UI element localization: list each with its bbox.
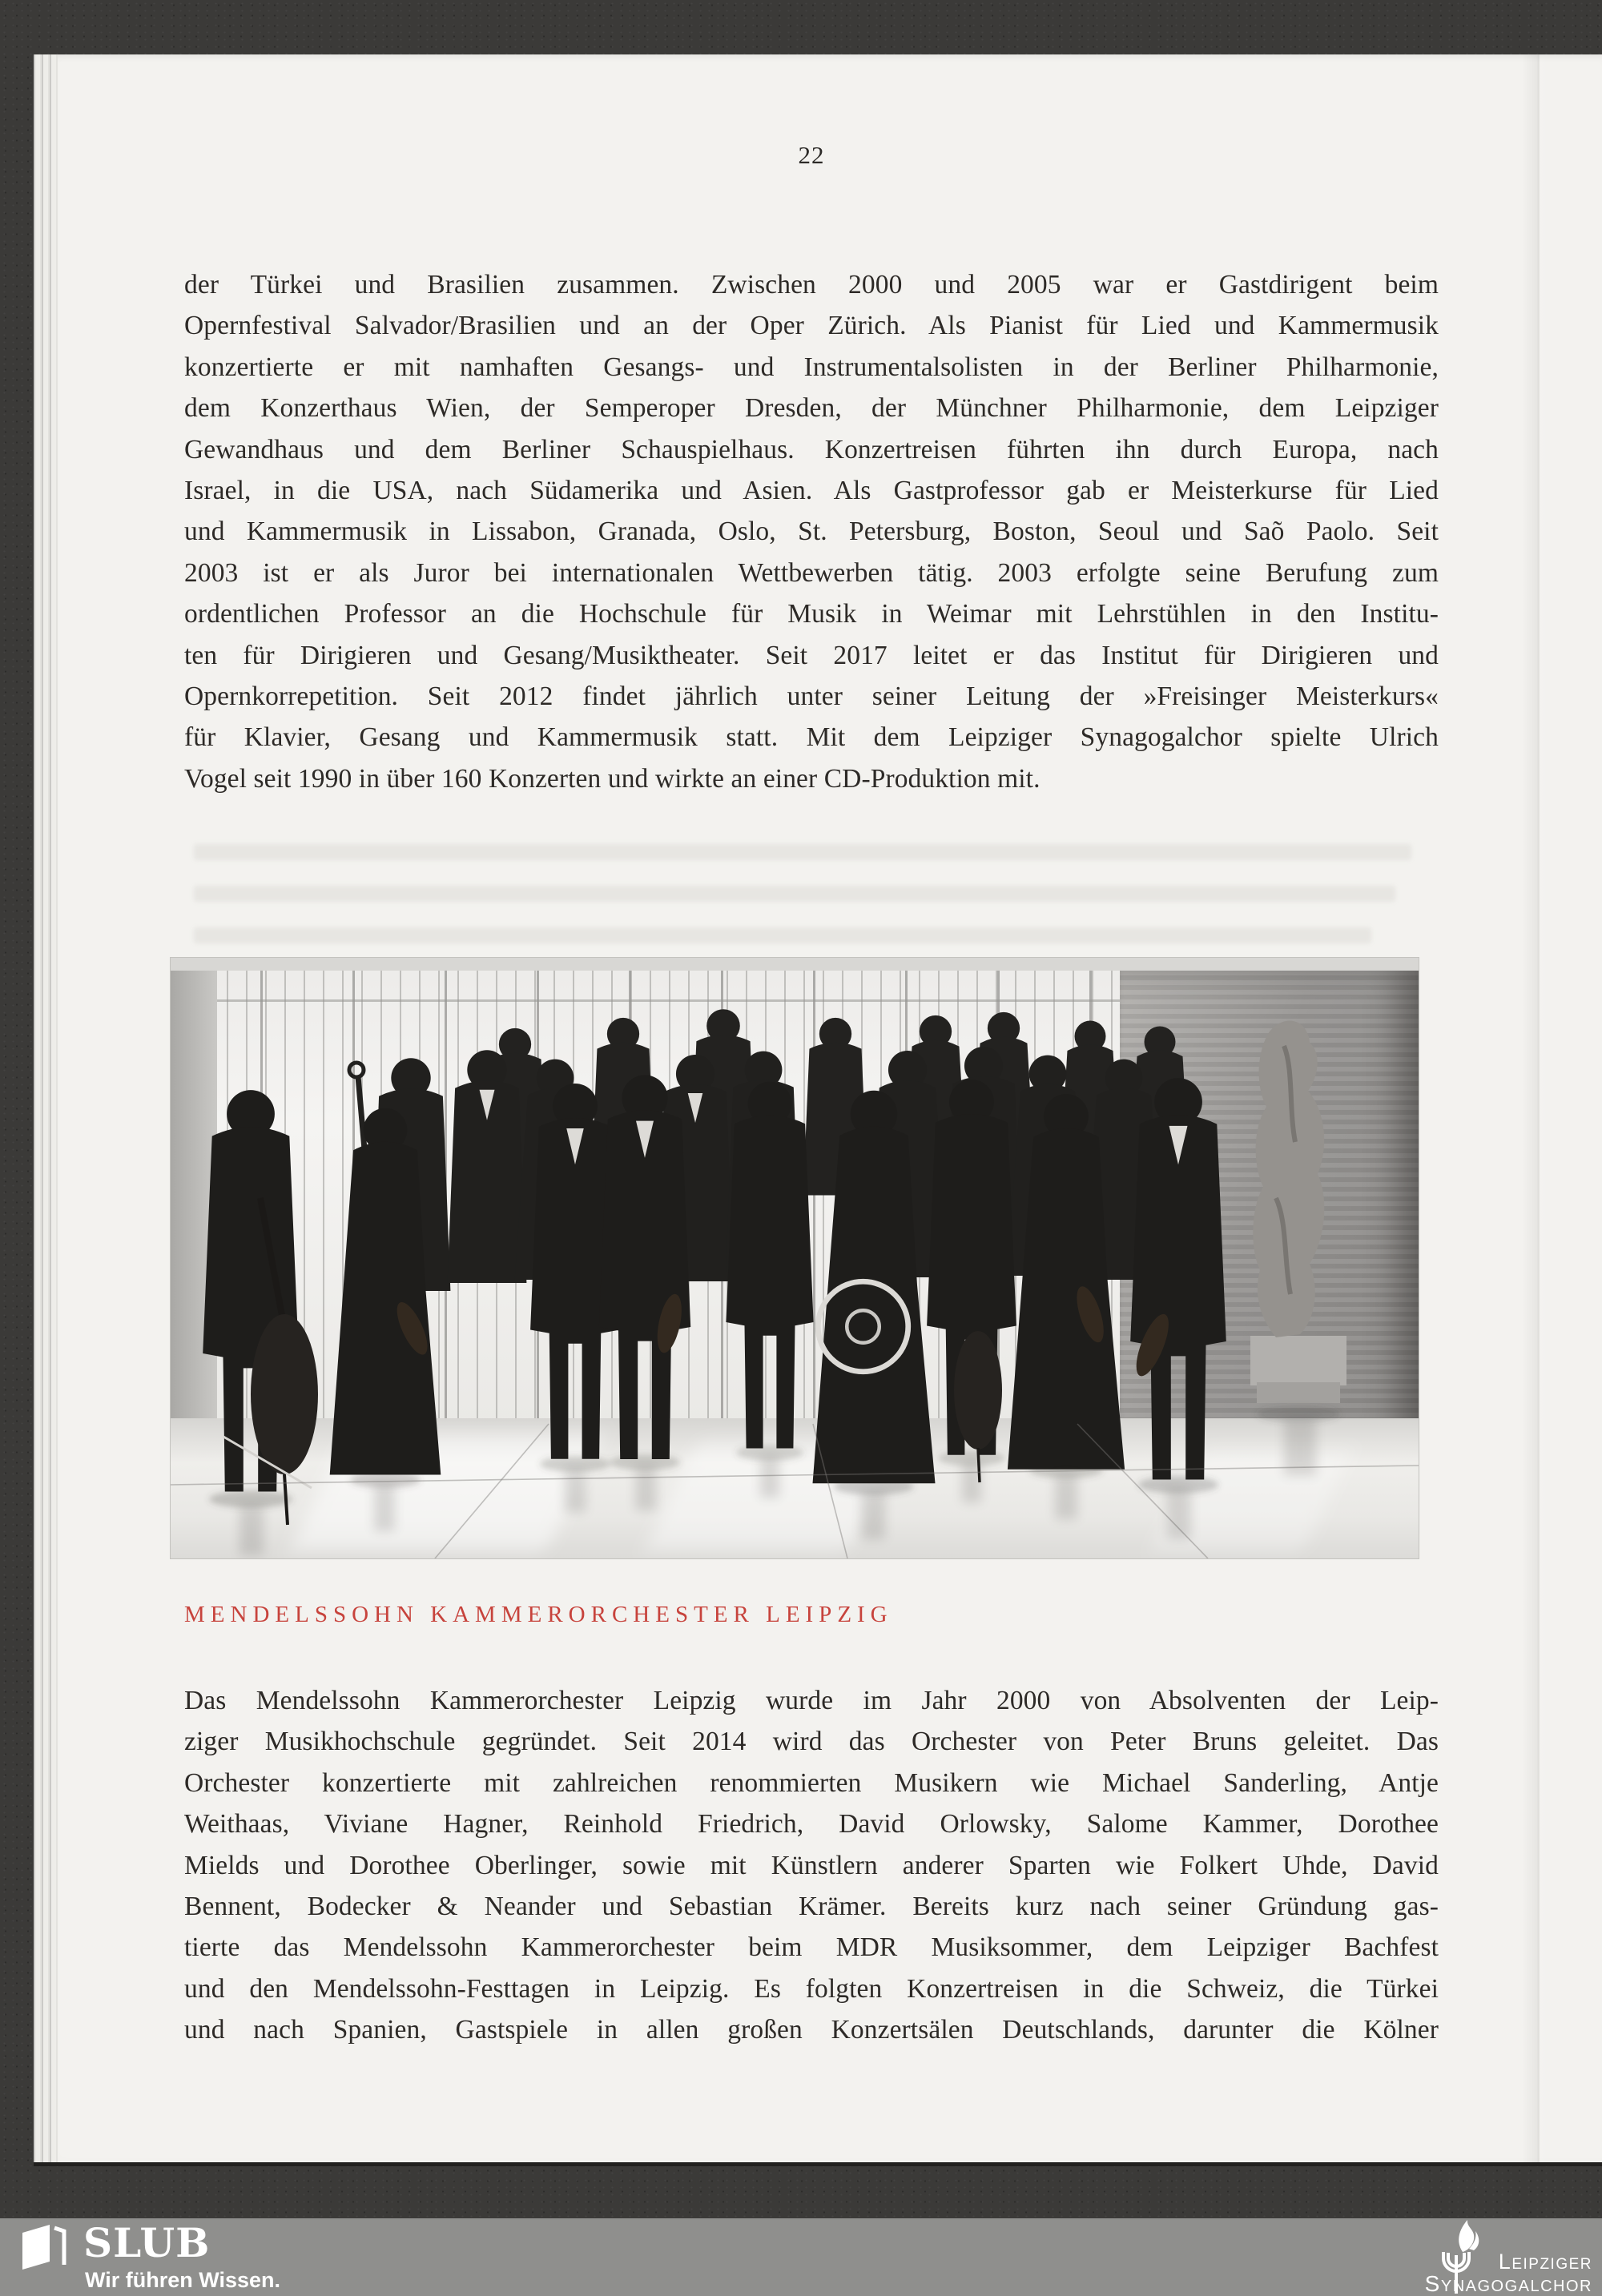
- text-line: dem Konzerthaus Wien, der Semperoper Dresden, der Münchner Philharmonie, dem Leipziger: [184, 393, 1439, 424]
- slub-tagline: Wir führen Wissen.: [85, 2268, 281, 2292]
- text-line: 2003 ist er als Juror bei internationalen Wettbewerben tätig. 2003 erfolgte seine Berufung zum: [184, 557, 1439, 588]
- text-line: und nach Spanien, Gastspiele in allen großen Konzertsälen Deutschlands, darunter die Kölner: [184, 2015, 1439, 2045]
- open-book-icon: [19, 2222, 69, 2273]
- text-line: und den Mendelssohn-Festtagen in Leipzig. Es folgten Konzertreisen in die Schweiz, die Türkei: [184, 1973, 1439, 2004]
- page-stack-edge: [34, 54, 58, 2162]
- orchestra-photo: [171, 958, 1419, 1558]
- text-line: der Türkei und Brasilien zusammen. Zwischen 2000 und 2005 war er Gastdirigent beim: [184, 270, 1439, 300]
- violinist: [599, 1075, 690, 1459]
- text-line: Mields und Dorothee Oberlinger, sowie mit Künstlern anderer Sparten wie Folkert Uhde, David: [184, 1850, 1439, 1880]
- book-page: [34, 54, 1602, 2166]
- section-heading: MENDELSSOHN KAMMERORCHESTER LEIPZIG: [184, 1602, 893, 1627]
- page-number: 22: [798, 141, 825, 169]
- orchestra-figures-illustration: [171, 958, 1419, 1558]
- text-line: konzertierte er mit namhaften Gesangs- und Instrumentalsolisten in der Berliner Philharmonie,: [184, 352, 1439, 382]
- text-line: Weithaas, Viviane Hagner, Reinhold Friedrich, David Orlowsky, Salome Kammer, Dorothee: [184, 1809, 1439, 1840]
- text-line: Opernfestival Salvador/Brasilien und an der Oper Zürich. Als Pianist für Lied und Kammermusik: [184, 311, 1439, 341]
- text-line: für Klavier, Gesang und Kammermusik statt. Mit dem Leipziger Synagogalchor spielte Ulrich: [184, 722, 1439, 753]
- text-line: Gewandhaus und dem Berliner Schauspielhaus. Konzertreisen führten ihn durch Europa, nach: [184, 434, 1439, 464]
- synagogalchor-line2: Synagogalchor: [1424, 2271, 1592, 2296]
- synagogalchor-line1: Leipziger: [1498, 2250, 1592, 2274]
- synagogalchor-logo-text: [1425, 2250, 1592, 2295]
- paragraph-orchestra: [184, 1680, 1439, 2051]
- viewer-footer-bar: [0, 2218, 1602, 2296]
- bleed-through-line: [194, 844, 1411, 860]
- text-line: ordentlichen Professor an die Hochschule für Musik in Weimar mit Lehrstühlen in den Institu-: [184, 599, 1439, 629]
- text-line: Vogel seit 1990 in über 160 Konzerten und wirkte an einer CD-Produktion mit.: [184, 763, 1040, 794]
- bleed-through-line: [194, 886, 1395, 902]
- text-line: Israel, in die USA, nach Südamerika und Asien. Als Gastprofessor gab er Meisterkurse für Lied: [184, 476, 1439, 506]
- statue: [1250, 1020, 1346, 1422]
- violinist: [1129, 1078, 1226, 1479]
- bleed-through-line: [194, 927, 1371, 943]
- text-line: ten für Dirigieren und Gesang/Musiktheater. Seit 2017 leitet er das Institut für Dirigieren und: [184, 640, 1439, 670]
- text-line: ziger Musikhochschule gegründet. Seit 2014 wird das Orchester von Peter Bruns geleitet. Das: [184, 1727, 1439, 1757]
- paragraph-biography: [184, 264, 1439, 799]
- text-line: Opernkorrepetition. Seit 2012 findet jährlich unter seiner Leitung der »Freisinger Meisterkurs«: [184, 682, 1439, 712]
- text-line: Das Mendelssohn Kammerorchester Leipzig wurde im Jahr 2000 von Absolventen der Leip-: [184, 1686, 1439, 1715]
- text-line: und Kammermusik in Lissabon, Granada, Oslo, St. Petersburg, Boston, Seoul und Saõ Paolo. Seit: [184, 517, 1439, 547]
- text-line: Orchester konzertierte mit zahlreichen renommierten Musikern wie Michael Sanderling, Antje: [184, 1767, 1439, 1798]
- text-line: tierte das Mendelssohn Kammerorchester beim MDR Musiksommer, dem Leipziger Bachfest: [184, 1932, 1439, 1963]
- slub-logo-text: SLUB: [83, 2219, 211, 2266]
- text-line: Bennent, Bodecker & Neander und Sebastian Krämer. Bereits kurz nach seiner Gründung gas-: [184, 1892, 1439, 1922]
- gutter-crease: [1522, 54, 1551, 2162]
